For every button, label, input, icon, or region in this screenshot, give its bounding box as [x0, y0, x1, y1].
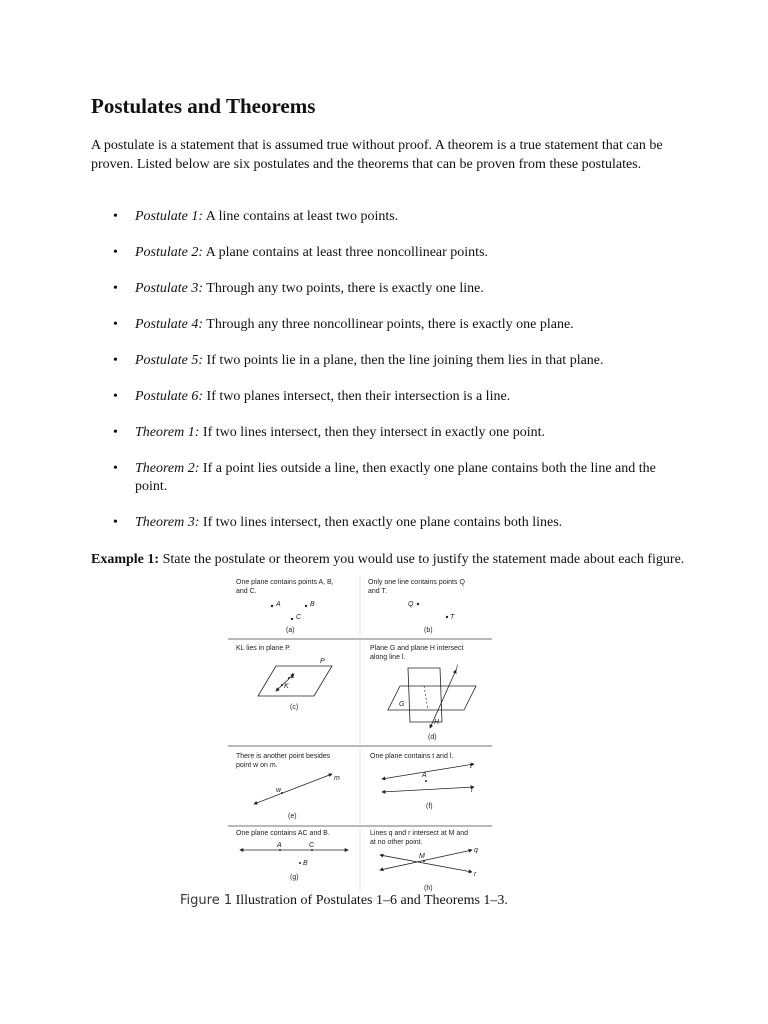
label-m: m	[334, 775, 340, 782]
panel-e-line2: point w on m.	[236, 762, 278, 769]
label-t: T	[450, 614, 455, 621]
panel-b-line1: Only one line contains points Q	[368, 579, 465, 586]
panel-b-tag: (b)	[424, 627, 433, 634]
label-l: L	[291, 673, 295, 680]
label-b-g: B	[303, 860, 308, 867]
label-c-g: C	[309, 842, 315, 849]
label-q: Q	[408, 601, 414, 608]
panel-d-line2: along line l.	[370, 654, 406, 661]
point-m-h	[423, 860, 425, 862]
item-lead: Postulate 2:	[135, 245, 204, 260]
label-w: w	[276, 787, 282, 794]
panel-e-line1: There is another point besides	[236, 753, 331, 760]
intro-paragraph: A postulate is a statement that is assumed true without proof. A theorem is a true statement that can be proven. Listed below are six postulates and the theorems that can be proven from these postulates.	[91, 138, 663, 172]
panel-f-tag: (f)	[426, 803, 433, 810]
list-item	[91, 460, 691, 496]
bullet: •	[113, 317, 118, 332]
page-title: Postulates and Theorems	[91, 94, 316, 118]
list-item	[91, 316, 691, 334]
item-lead: Postulate 1:	[135, 209, 204, 224]
bullet: •	[113, 515, 118, 530]
bullet: •	[113, 281, 118, 296]
label-a-g: A	[277, 842, 282, 849]
bullet: •	[113, 461, 118, 476]
plane-h	[408, 668, 442, 722]
point-a-g	[279, 849, 281, 851]
label-plane-h: H	[434, 719, 440, 726]
panel-g-line1: One plane contains AC and B.	[236, 830, 330, 837]
caption-text: Illustration of Postulates 1–6 and Theorems 1–3.	[232, 893, 508, 908]
list-item	[91, 424, 691, 442]
panel-c-line1: KL lies in plane P.	[236, 645, 291, 652]
item-lead: Postulate 6:	[135, 389, 204, 404]
intersection-line	[424, 686, 428, 710]
item-text: If two lines intersect, then exactly one plane contains both lines.	[199, 515, 563, 530]
line-l-f	[382, 787, 474, 792]
item-text: Through any three noncollinear points, there is exactly one plane.	[203, 317, 574, 332]
point-b	[305, 605, 307, 607]
label-b: B	[310, 601, 315, 608]
bullet: •	[113, 353, 118, 368]
item-lead: Theorem 2:	[135, 461, 200, 476]
item-text: A line contains at least two points.	[203, 209, 399, 224]
plane-p	[258, 666, 332, 696]
item-lead: Postulate 5:	[135, 353, 204, 368]
item-text: Through any two points, there is exactly one line.	[203, 281, 484, 296]
label-a: A	[276, 601, 281, 608]
point-c-g	[311, 849, 313, 851]
list-item	[91, 352, 691, 370]
label-plane-g: G	[399, 701, 405, 708]
panel-h-tag: (h)	[424, 885, 433, 892]
panel-d-tag: (d)	[428, 734, 437, 741]
line-m	[254, 774, 332, 804]
postulate-list	[91, 208, 691, 550]
panel-g-tag: (g)	[290, 874, 299, 881]
point-q	[417, 603, 419, 605]
list-item	[91, 280, 691, 298]
panel-a-line1: One plane contains points A, B,	[236, 579, 334, 586]
figure-caption	[180, 893, 508, 909]
label-l-f: l	[471, 787, 473, 794]
list-item	[91, 208, 691, 226]
example-label: Example 1:	[91, 552, 160, 567]
figure-label: Figure 1	[180, 893, 233, 908]
item-text: If two lines intersect, then they intersect in exactly one point.	[199, 425, 546, 440]
label-line-l: l	[456, 665, 458, 672]
bullet: •	[113, 389, 118, 404]
item-lead: Postulate 3:	[135, 281, 204, 296]
list-item	[91, 244, 691, 262]
point-a-f	[425, 780, 427, 782]
point-l	[288, 677, 290, 679]
item-text: If two planes intersect, then their intersection is a line.	[203, 389, 511, 404]
item-text: If a point lies outside a line, then exactly one plane contains both the line and the point.	[135, 461, 656, 494]
item-lead: Postulate 4:	[135, 317, 204, 332]
panel-h-line1: Lines q and r intersect at M and	[370, 830, 469, 837]
point-b-g	[299, 862, 301, 864]
list-item	[91, 514, 691, 532]
label-r: r	[474, 871, 477, 878]
label-a-f: A	[422, 772, 427, 779]
label-t-f: t	[470, 763, 472, 770]
line-r	[380, 855, 472, 872]
item-lead: Theorem 3:	[135, 515, 200, 530]
panel-b-line2: and T.	[368, 588, 387, 595]
line-t	[382, 764, 474, 779]
figure-diagram	[228, 574, 492, 892]
point-c	[291, 618, 293, 620]
point-a	[271, 605, 273, 607]
label-plane-p: P	[320, 658, 325, 665]
panel-f-line1: One plane contains t and l.	[370, 753, 454, 760]
item-lead: Theorem 1:	[135, 425, 200, 440]
panel-a-tag: (a)	[286, 627, 295, 634]
panel-d-line1: Plane G and plane H intersect	[370, 645, 464, 652]
label-q: q	[474, 847, 478, 854]
list-item	[91, 388, 691, 406]
item-text: If two points lie in a plane, then the line joining them lies in that plane.	[203, 353, 604, 368]
bullet: •	[113, 209, 118, 224]
point-k	[281, 684, 283, 686]
example-paragraph	[91, 550, 691, 569]
panel-a-line2: and C.	[236, 588, 257, 595]
label-m-h: M	[419, 853, 425, 860]
item-text: A plane contains at least three noncollinear points.	[203, 245, 489, 260]
point-t	[446, 616, 448, 618]
line-q	[380, 850, 472, 870]
bullet: •	[113, 425, 118, 440]
example-text: State the postulate or theorem you would use to justify the statement made about each figure.	[159, 552, 685, 567]
panel-h-line2: at no other point.	[370, 839, 423, 846]
label-c: C	[296, 614, 302, 621]
point-w	[281, 792, 283, 794]
panel-c-tag: (c)	[290, 704, 299, 711]
bullet: •	[113, 245, 118, 260]
label-k: K	[284, 683, 289, 690]
panel-e-tag: (e)	[288, 813, 297, 820]
